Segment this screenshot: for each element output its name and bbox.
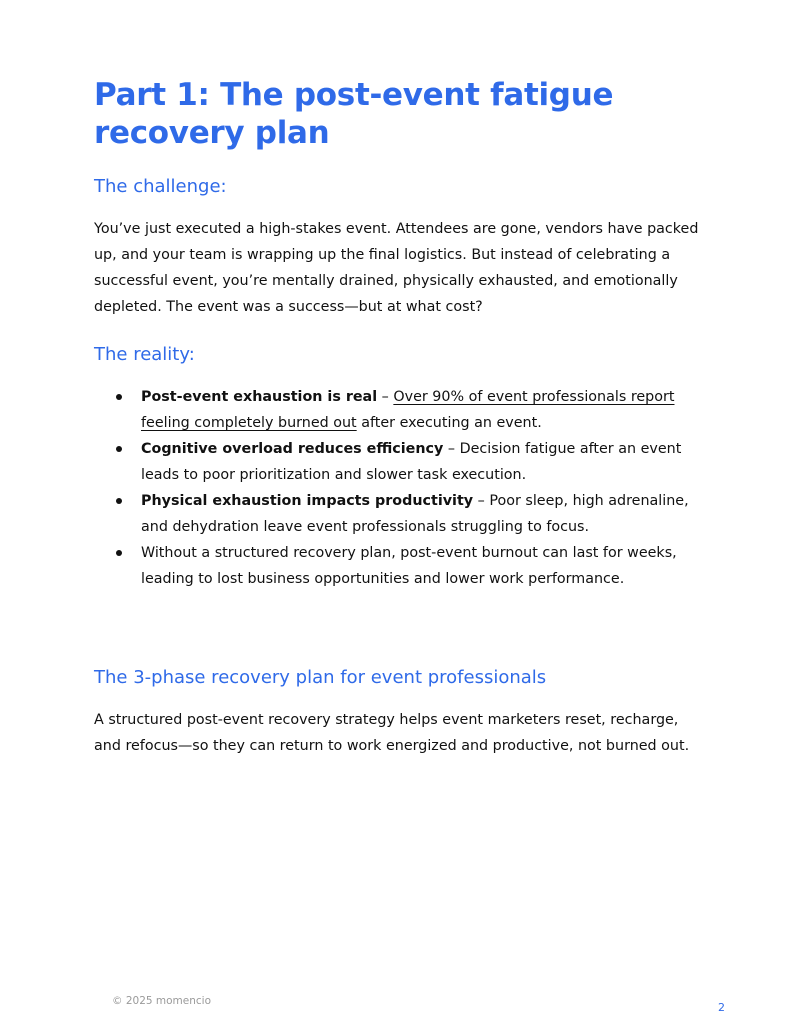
statistic-link[interactable]: Over 90% of event professionals report feeling completely burned out	[141, 389, 675, 431]
bullet-bold-text: Physical exhaustion impacts productivity	[141, 493, 474, 509]
bullet-separator: –	[377, 389, 394, 405]
bullet-icon	[116, 394, 122, 400]
bullet-separator: –	[473, 493, 490, 509]
list-item	[94, 488, 706, 540]
recovery-plan-heading: The 3-phase recovery plan for event professionals	[94, 667, 547, 688]
bullet-text: Without a structured recovery plan, post-event burnout can last for weeks, leading to lost business opportunities and lower work performance.	[141, 545, 677, 587]
recovery-plan-paragraph: A structured post-event recovery strategy helps event marketers reset, recharge, and refocus—so they can return to work energized and productive, not burned out.	[94, 712, 690, 754]
bullet-separator: –	[443, 441, 460, 457]
page-number: 2	[718, 1001, 725, 1014]
bullet-text: after executing an event.	[356, 415, 542, 431]
list-item	[94, 384, 706, 436]
challenge-heading: The challenge:	[94, 176, 227, 197]
bullet-text: Decision fatigue after an event leads to poor prioritization and slower task execution.	[141, 441, 682, 483]
reality-heading: The reality:	[94, 344, 195, 365]
bullet-bold-text: Cognitive overload reduces efficiency	[141, 441, 444, 457]
challenge-paragraph: You’ve just executed a high-stakes event. Attendees are gone, vendors have packed up, and your team is wrapping up the final logistics. But instead of celebrating a successful event, you’re mentally drained, physically exhausted, and emotionally depleted. The event was a success—but at what cost?	[94, 221, 699, 315]
list-item	[94, 540, 706, 592]
bullet-icon	[116, 446, 122, 452]
reality-bullet-list	[94, 384, 706, 592]
bullet-icon	[116, 550, 122, 556]
bullet-text: Poor sleep, high adrenaline, and dehydration leave event professionals struggling to focus.	[141, 493, 689, 535]
list-item	[94, 436, 706, 488]
footer-copyright: © 2025 momencio	[112, 995, 212, 1007]
bullet-icon	[116, 498, 122, 504]
page-title: Part 1: The post-event fatigue recovery plan	[94, 77, 614, 151]
bullet-bold-text: Post-event exhaustion is real	[141, 389, 378, 405]
